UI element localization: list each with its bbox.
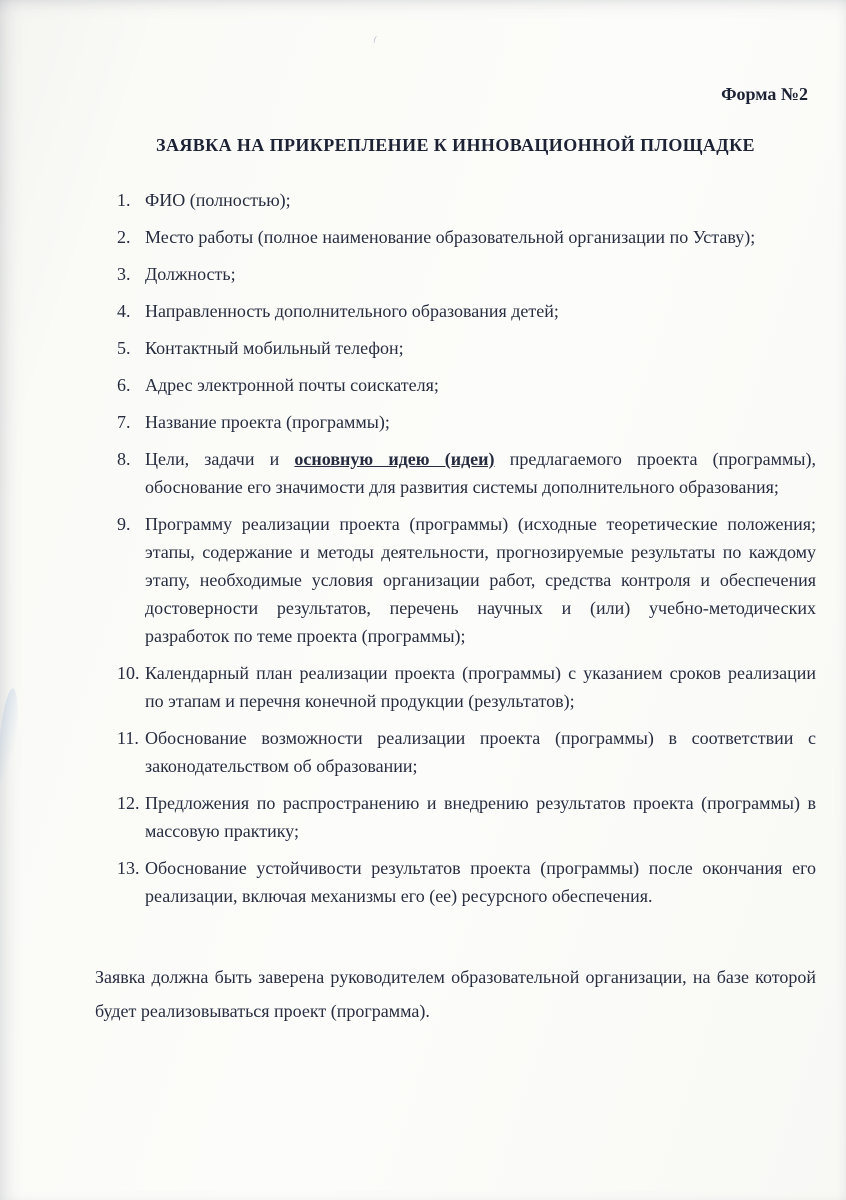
requirements-list	[95, 186, 816, 910]
list-item	[95, 789, 816, 845]
scan-speck-artifact	[373, 36, 379, 45]
item-number: 4.	[117, 301, 131, 321]
form-number-label: Форма №2	[721, 84, 808, 104]
item-text: Место работы (полное наименование образовательной организации по Уставу);	[145, 227, 756, 247]
item-number: 10.	[117, 663, 140, 683]
scan-streak-artifact	[0, 687, 21, 784]
list-item	[95, 445, 816, 501]
closing-paragraph: Заявка должна быть заверена руководителем образовательной организации, на базе которой будет реализовываться проект (программа).	[95, 967, 816, 1021]
list-item	[95, 260, 816, 288]
list-item	[95, 371, 816, 399]
item-text: Направленность дополнительного образования детей;	[145, 301, 559, 321]
item-number: 2.	[117, 227, 131, 247]
item-text: Обоснование возможности реализации проекта (программы) в соответствии с законодательством об образовании;	[145, 728, 816, 776]
item-number: 11.	[117, 728, 139, 748]
list-item	[95, 510, 816, 650]
list-item	[95, 223, 816, 251]
item-number: 3.	[117, 264, 131, 284]
item-text: Адрес электронной почты соискателя;	[145, 375, 439, 395]
list-item	[95, 659, 816, 715]
item-number: 13.	[117, 858, 140, 878]
item-number: 6.	[117, 375, 131, 395]
item-text: Программу реализации проекта (программы) (исходные теоретические положения; этапы, содержание и методы деятельности, прогнозируемые результаты по каждому этапу, необходимые условия организации работ, средства контроля и обеспечения достоверности результатов, перечень научных и (или) учебно-методических разработок по теме проекта (программы);	[145, 514, 816, 646]
item-text: Должность;	[145, 264, 236, 284]
item-text: Обоснование устойчивости результатов проекта (программы) после окончания его реализации, включая механизмы его (ее) ресурсного обеспечения.	[145, 858, 816, 906]
document-title: ЗАЯВКА НА ПРИКРЕПЛЕНИЕ К ИННОВАЦИОННОЙ ПЛОЩАДКЕ	[156, 135, 755, 155]
item-text: Название проекта (программы);	[145, 412, 390, 432]
item-text-suffix: предлагаемого проекта (программы), обоснование его значимости для развития системы дополнительного образования;	[145, 449, 817, 497]
item-text: Предложения по распространению и внедрению результатов проекта (программы) в массовую практику;	[145, 793, 816, 841]
item-text: Календарный план реализации проекта (программы) с указанием сроков реализации по этапам и перечня конечной продукции (результатов);	[145, 663, 816, 711]
list-item	[95, 408, 816, 436]
list-item	[95, 854, 816, 910]
item-number: 5.	[117, 338, 131, 358]
item-number: 7.	[117, 412, 131, 432]
item-text-prefix: Цели, задачи и	[145, 449, 295, 469]
item-number: 8.	[117, 449, 131, 469]
list-item	[95, 724, 816, 780]
item-number: 12.	[117, 793, 140, 813]
list-item	[95, 186, 816, 214]
item-number: 1.	[117, 190, 131, 210]
list-item	[95, 297, 816, 325]
item-number: 9.	[117, 514, 131, 534]
list-item	[95, 334, 816, 362]
item-text-emphasis: основную идею (идеи)	[294, 449, 495, 469]
item-text: Контактный мобильный телефон;	[145, 338, 404, 358]
item-text: ФИО (полностью);	[145, 190, 291, 210]
item-text	[145, 445, 816, 501]
